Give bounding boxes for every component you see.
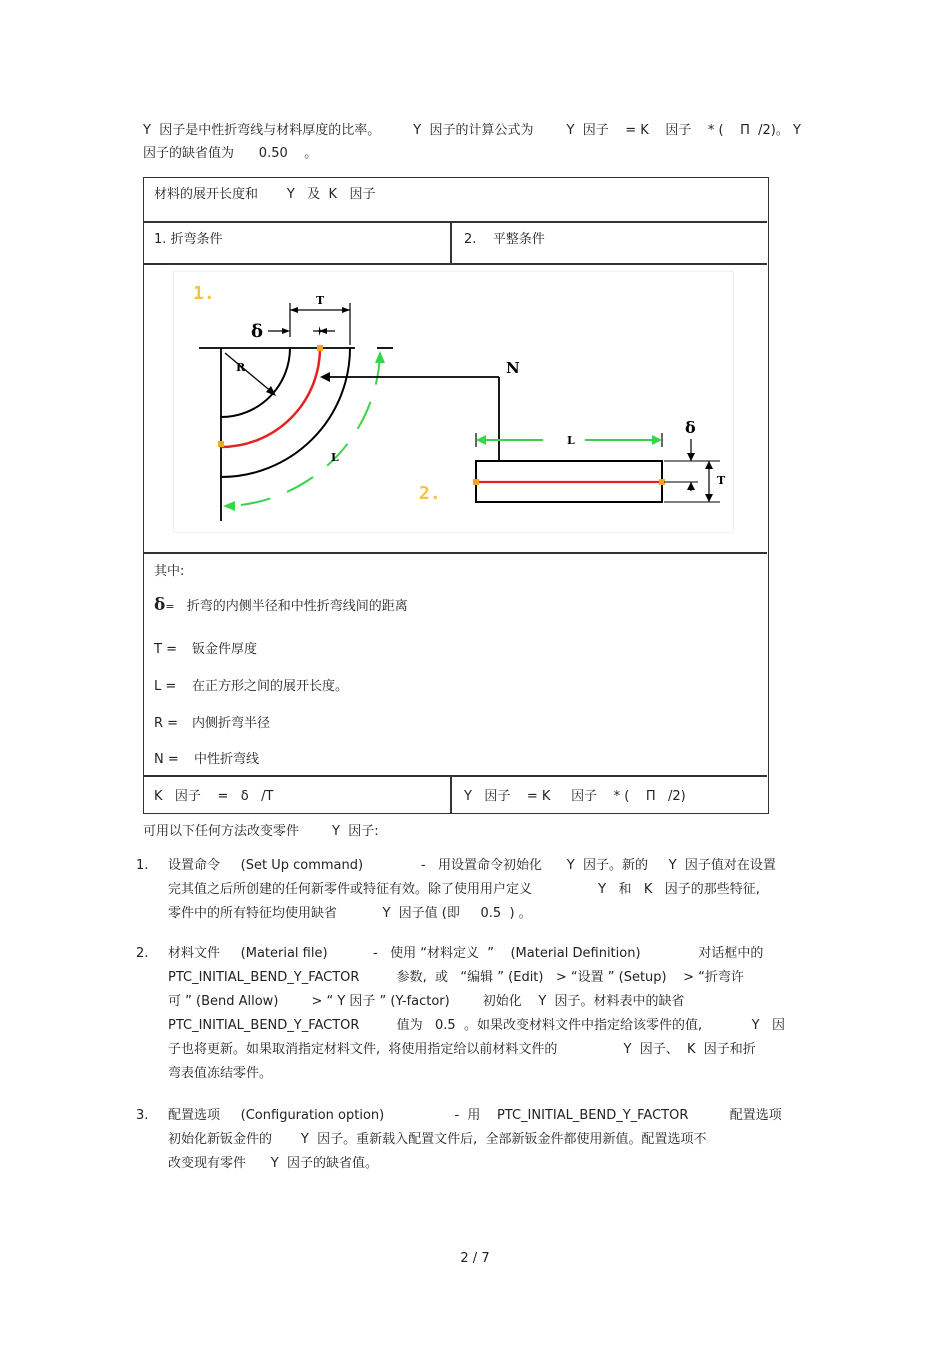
diagram-L-arc: L [331, 451, 339, 464]
def-symbol: L = [154, 679, 177, 694]
def-T [154, 638, 257, 657]
intro-line-2: 因子的缺省值为 0.50 。 [143, 146, 318, 161]
diagram-T-right: T [717, 474, 726, 487]
def-text: 折弯的内侧半径和中性折弯线间的距离 [186, 599, 408, 614]
diagram-label-2: 2. [419, 483, 441, 504]
def-R [154, 712, 270, 731]
diagram-T-top: T [316, 294, 325, 307]
diagram-R: R [236, 361, 246, 374]
flat-condition-header: 2. 平整条件 [464, 232, 545, 247]
y-factor-formula: Y 因子 = K 因子 * ( Π /2) [464, 789, 686, 804]
table-divider [144, 775, 767, 777]
intro-line-1: Y 因子是中性折弯线与材料厚度的比率。 Y 因子的计算公式为 Y 因子 = K 因子 * ( Π /2)。 Y [143, 123, 801, 138]
def-text: 中性折弯线 [194, 752, 260, 767]
intro-paragraph [143, 119, 823, 165]
def-text: 在正方形之间的展开长度。 [192, 679, 349, 694]
diagram-delta-right: δ [685, 418, 696, 437]
neutral-marker [317, 345, 323, 351]
def-symbol: δ [154, 595, 166, 615]
k-factor-formula: K 因子 = δ /T [154, 789, 274, 804]
list-line: 可 ” (Bend Allow) > “ Y 因子 ” (Y-factor) 初始化 Y 因子。材料表中的缺省 [168, 994, 685, 1009]
list-line: 弯表值冻结零件。 [168, 1066, 273, 1081]
table-divider [450, 221, 452, 264]
def-text: 钣金件厚度 [192, 642, 258, 657]
where-label: 其中: [154, 564, 185, 579]
list-line: 配置选项 (Configuration option) - 用 PTC_INITIAL_BEND_Y_FACTOR 配置选项 [168, 1108, 782, 1123]
diagram-delta-top: δ [251, 321, 264, 342]
def-L [154, 675, 348, 694]
list-line: 完其值之后所创建的任何新零件或特征有效。除了使用用户定义 Y 和 K 因子的那些特征, [168, 882, 760, 897]
diagram-N: N [506, 359, 520, 377]
change-intro: 可用以下任何方法改变零件 Y 因子: [143, 824, 379, 839]
list-line: PTC_INITIAL_BEND_Y_FACTOR 参数, 或 “编辑 ” (Edit) > “设置 ” (Setup) > “折弯许 [168, 970, 744, 985]
def-symbol: N = [154, 752, 179, 767]
def-delta [154, 595, 408, 615]
def-N [154, 748, 259, 767]
bend-diagram [173, 271, 734, 533]
def-symbol: R = [154, 716, 179, 731]
list-line: 零件中的所有特征均使用缺省 Y 因子值 (即 0.5 ) 。 [168, 906, 532, 921]
list-number: 1. [136, 858, 149, 873]
bend-condition-header: 1. 折弯条件 [154, 232, 223, 247]
neutral-marker [218, 441, 224, 447]
def-text: 内侧折弯半径 [192, 716, 271, 731]
neutral-marker [473, 479, 479, 485]
list-number: 2. [136, 946, 149, 961]
list-line: 材料文件 (Material file) - 使用 “材料定义 ” (Material Definition) 对话框中的 [168, 946, 764, 961]
list-line: PTC_INITIAL_BEND_Y_FACTOR 值为 0.5 。如果改变材料文件中指定给该零件的值, Y 因 [168, 1018, 786, 1033]
table-divider [144, 221, 767, 223]
list-line: 设置命令 (Set Up command) - 用设置命令初始化 Y 因子。新的 Y 因子值对在设置 [168, 858, 776, 873]
list-line: 初始化新钣金件的 Y 因子。重新载入配置文件后, 全部新钣金件都使用新值。配置选项不 [168, 1132, 707, 1147]
diagram-label-1: 1. [193, 283, 215, 304]
list-line: 子也将更新。如果取消指定材料文件, 将使用指定给以前材料文件的 Y 因子、 K 因子和折 [168, 1042, 756, 1057]
table-divider [144, 263, 767, 265]
def-eq: = [165, 600, 175, 613]
table-divider [450, 775, 452, 813]
diagram-L-flat: L [567, 434, 575, 447]
table-divider [144, 552, 767, 554]
table-title: 材料的展开长度和 Y 及 K 因子 [154, 187, 376, 202]
page-number: 2 / 7 [460, 1251, 490, 1266]
list-line: 改变现有零件 Y 因子的缺省值。 [168, 1156, 378, 1171]
def-symbol: T = [154, 642, 177, 657]
list-number: 3. [136, 1108, 149, 1123]
